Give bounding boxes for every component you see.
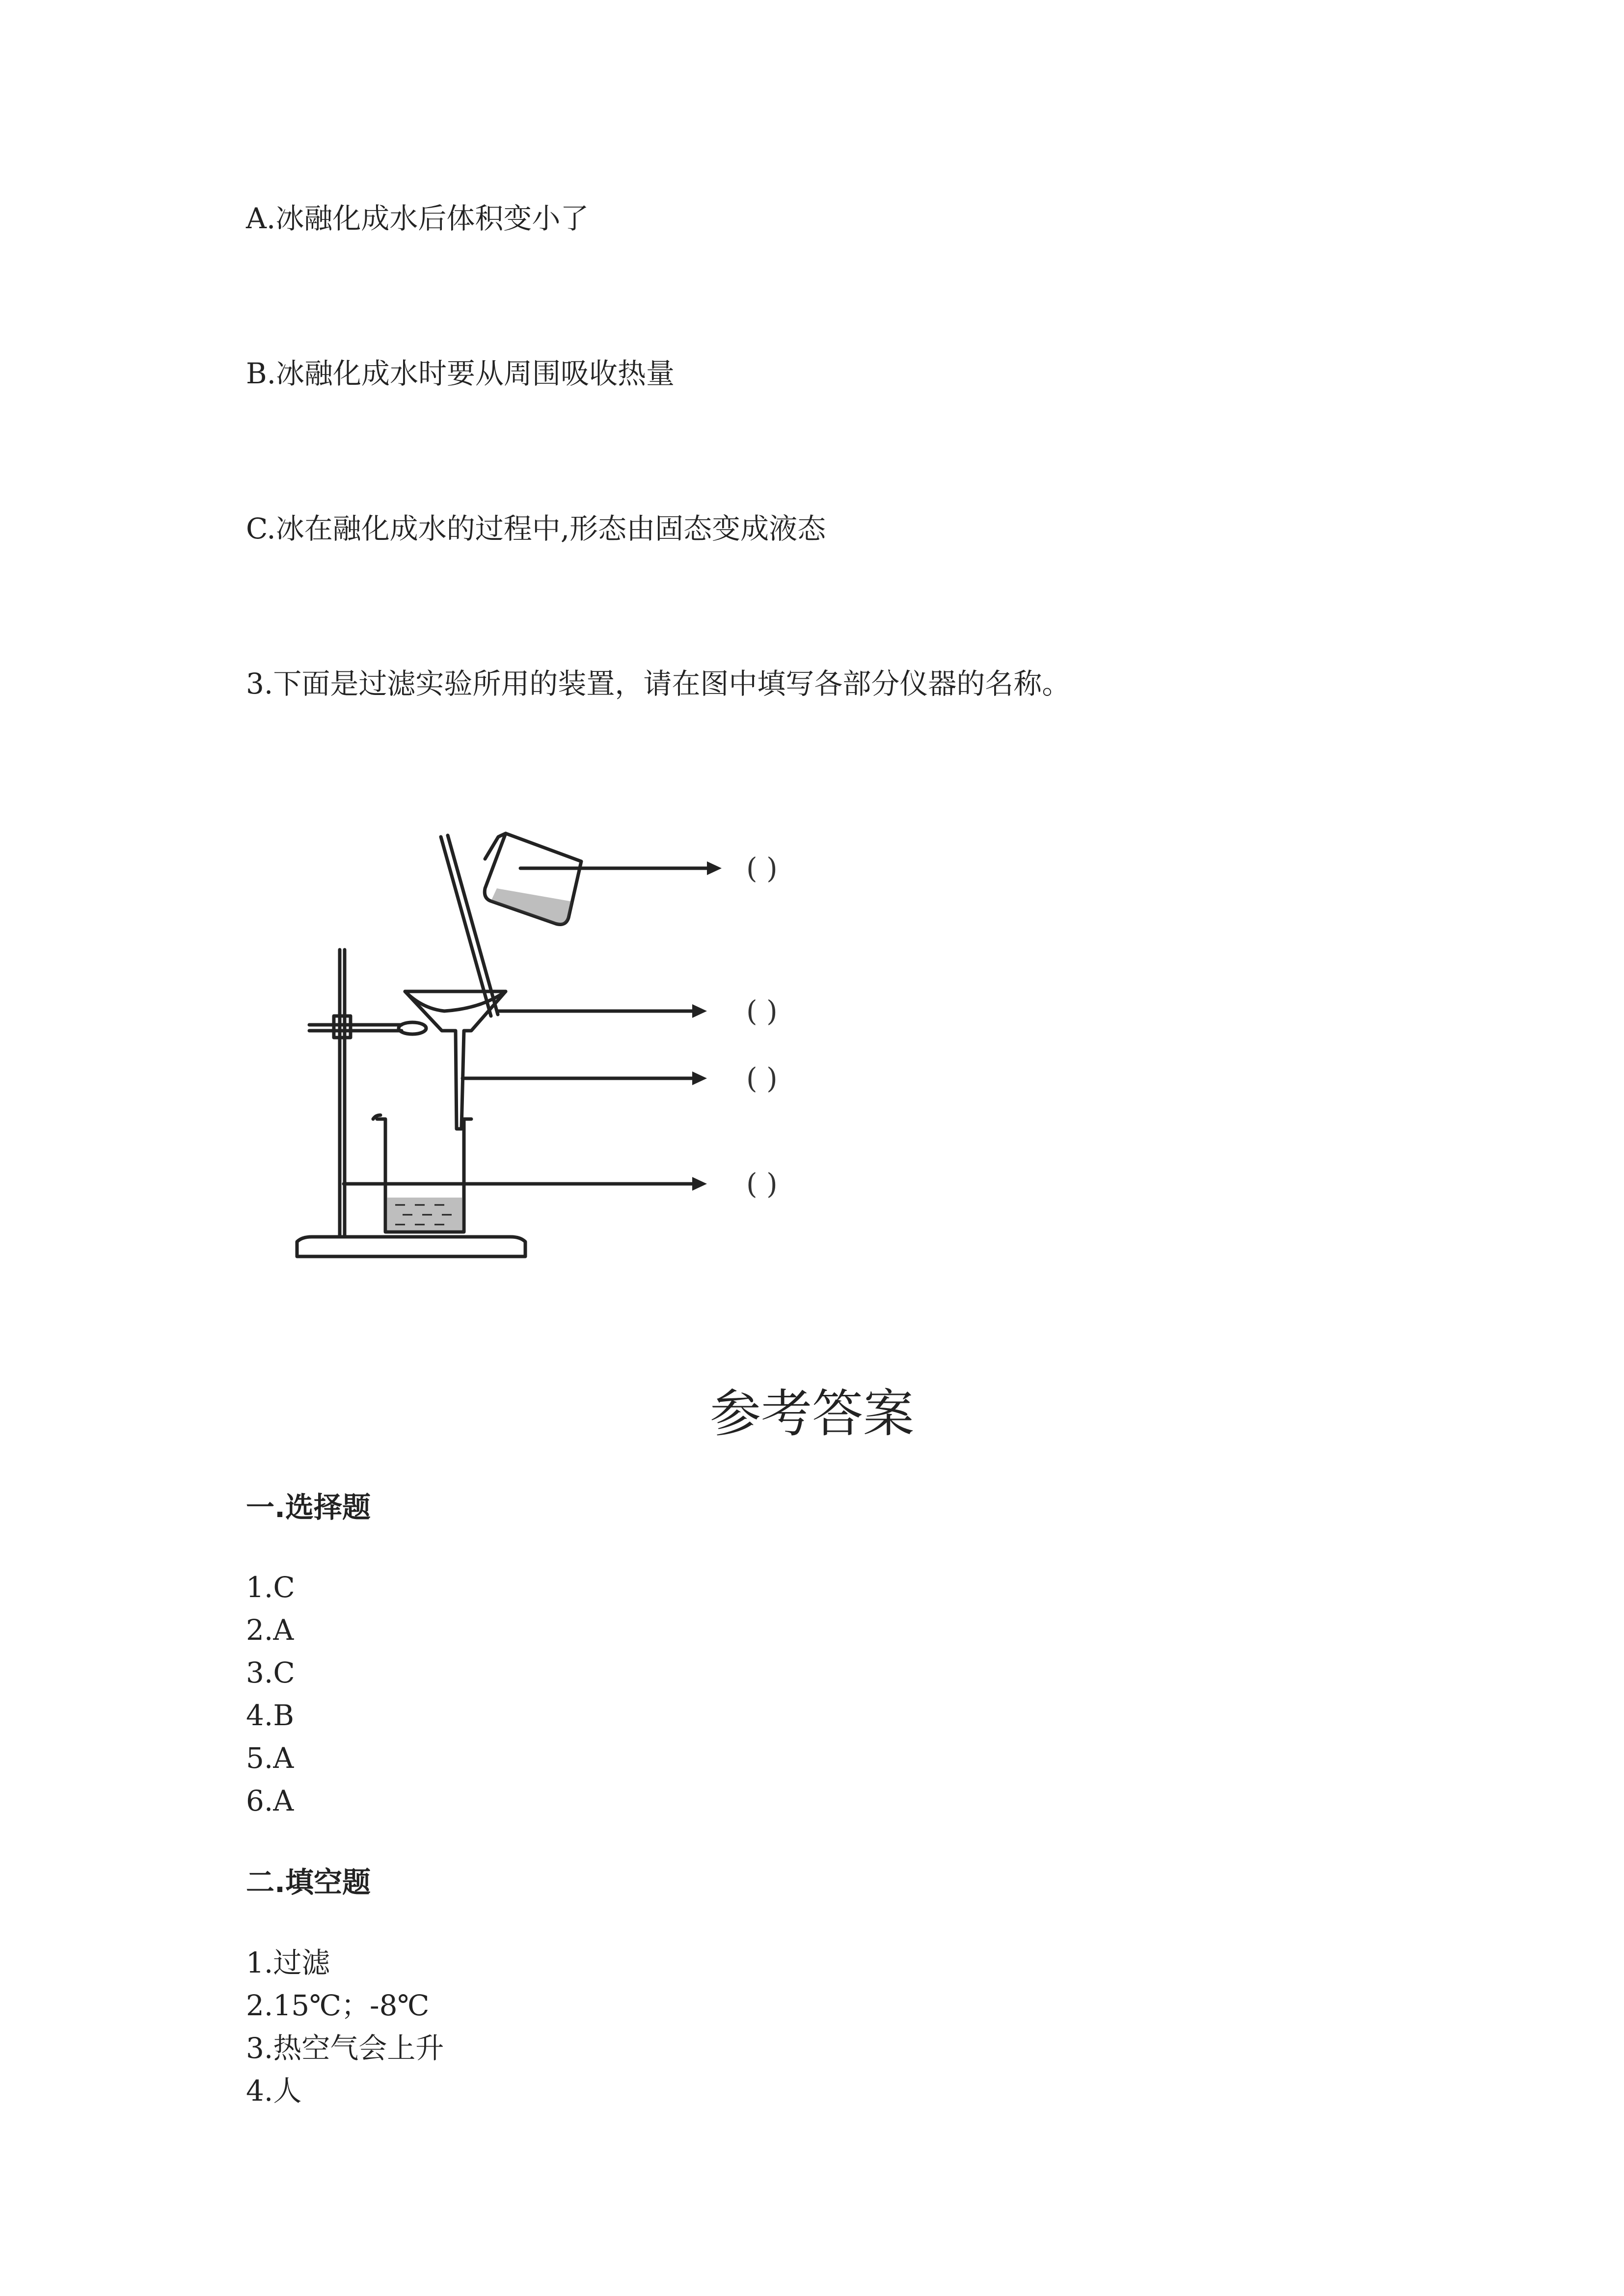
answer-2-3: 3.热空气会上升 [246,2031,444,2065]
filtration-apparatus-diagram [275,815,972,1281]
answers-title: 参考答案 [709,1384,914,1443]
blank-funnel[interactable]: ( ) [746,1062,778,1095]
answer-2-2: 2.15℃；-8℃ [246,1989,430,2022]
blank-beaker-top[interactable]: ( ) [746,852,778,885]
option-c: C.冰在融化成水的过程中,形态由固态变成液态 [246,512,826,545]
answer-1-3: 3.C [246,1656,295,1689]
option-a: A.冰融化成水后体积变小了 [246,202,589,235]
answer-1-2: 2.A [246,1613,294,1647]
question-3-text: 3.下面是过滤实验所用的装置，请在图中填写各部分仪器的名称。 [246,667,1071,700]
answer-2-1: 1.过滤 [246,1946,330,1979]
clamp-boss [334,1016,351,1038]
blank-filter-paper[interactable]: ( ) [746,994,778,1028]
answer-1-4: 4.B [246,1699,294,1732]
stand-base [297,1237,525,1256]
clamp-ring [399,1022,426,1034]
answer-1-5: 5.A [246,1741,294,1775]
section-1-heading: 一.选择题 [246,1491,371,1524]
answer-1-1: 1.C [246,1571,295,1604]
blank-beaker-bottom[interactable]: ( ) [746,1167,778,1201]
section-2-heading: 二.填空题 [246,1866,371,1899]
option-b: B.冰融化成水时要从周围吸收热量 [246,357,675,390]
answer-1-6: 6.A [246,1784,294,1817]
filtration-illustration [275,815,972,1281]
glass-rod [441,837,491,1016]
answer-2-4: 4.人 [246,2074,302,2108]
